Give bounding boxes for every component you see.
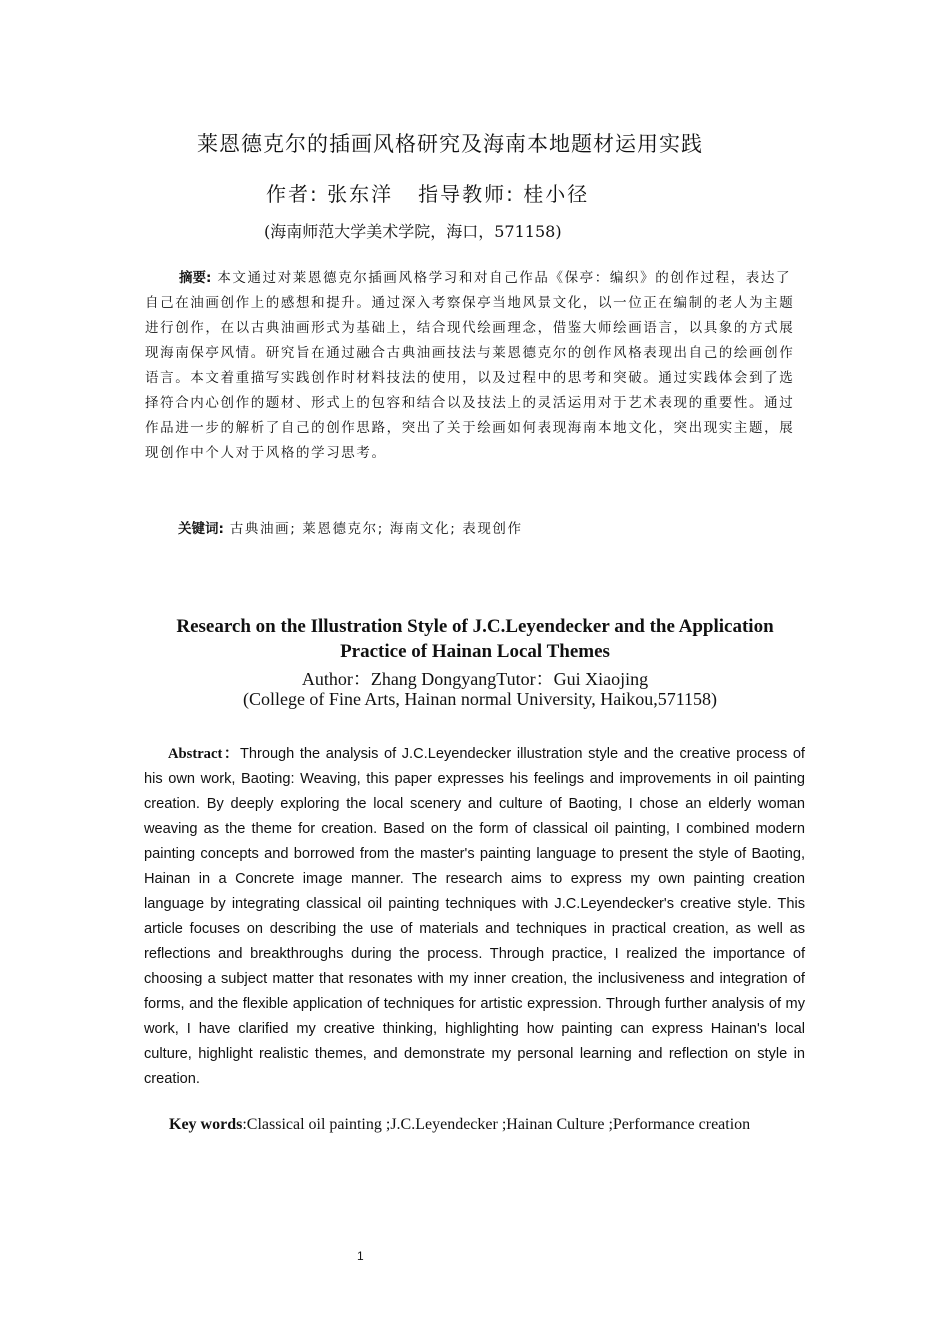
chinese-abstract-text: 本文通过对莱恩德克尔插画风格学习和对自己作品《保亭：编织》的创作过程，表达了自己在油画创作上的感想和提升。通过深入考察保亭当地风景文化，以一位正在编制的老人为主题进行创作，在以古典油画形式为基础上，结合现代绘画理念，借鉴大师绘画语言，以具象的方式展现海南保亭风情。研究旨在通过融合古典油画技法与莱恩德克尔的创作风格表现出自己的绘画创作语言。本文着重描写实践创作时材料技法的使用，以及过程中的思考和突破。通过实践体会到了选择符合内心创作的题材、形式上的包容和结合以及技法上的灵活运用对于艺术表现的重要性。通过作品进一步的解析了自己的创作思路，突出了关于绘画如何表现海南本地文化，突出现实主题，展现创作中个人对于风格的学习思考。 (145, 270, 795, 461)
chinese-keywords (178, 517, 523, 537)
chinese-title: 莱恩德克尔的插画风格研究及海南本地题材运用实践 (197, 132, 703, 156)
chinese-keywords-label: 关键词: (178, 521, 224, 537)
chinese-affiliation: (海南师范大学美术学院，海口，571158) (264, 222, 562, 241)
english-author-line: Author：Zhang DongyangTutor：Gui Xiaojing (301, 669, 649, 689)
chinese-keywords-text: 古典油画; 莱恩德克尔; 海南文化; 表现创作 (229, 521, 523, 537)
chinese-author-line: 作者: 张东洋 指导教师: 桂小径 (266, 182, 590, 206)
english-keywords (169, 1116, 750, 1134)
page-number: 1 (357, 1249, 364, 1263)
english-abstract-label: Abstract： (168, 746, 240, 762)
english-affiliation: (College of Fine Arts, Hainan normal University, Haikou,571158) (242, 689, 718, 709)
english-title: Research on the Illustration Style of J.C.Leyendecker and the Application Practice of Hainan Local Themes (176, 616, 774, 662)
english-keywords-label: Key words (169, 1116, 243, 1133)
chinese-abstract (145, 266, 805, 466)
english-keywords-text: :Classical oil painting ;J.C.Leyendecker ;Hainan Culture ;Performance creation (242, 1116, 751, 1133)
chinese-abstract-label: 摘要: (179, 270, 212, 286)
english-abstract-text: Through the analysis of J.C.Leyendecker illustration style and the creative process of his own work, Baoting: Weaving, this paper expresses his feelings and improvements in oil painting creation. By deeply exploring the local scenery and culture of Baoting, I chose an elderly woman weaving as the theme for creation. Based on the form of classical oil painting, I combined modern painting concepts and borrowed from the master's painting language to present the style of Baoting, Hainan in a Concrete image manner. The research aims to express my own painting creation language by integrating classical oil painting techniques with J.C.Leyendecker's creative style. This article focuses on describing the use of materials and techniques in practical creation, as well as reflections and breakthroughs during the process. Through practice, I realized the importance of choosing a subject matter that resonates with my inner creation, the inclusiveness and integration of forms, and the flexible application of techniques for artistic expression. Through further analysis of my work, I have clarified my creative thinking, highlighting how painting can express Hainan's local culture, highlight realistic themes, and demonstrate my personal learning and reflection on style in creation. (144, 746, 805, 1087)
english-abstract (144, 742, 805, 1092)
